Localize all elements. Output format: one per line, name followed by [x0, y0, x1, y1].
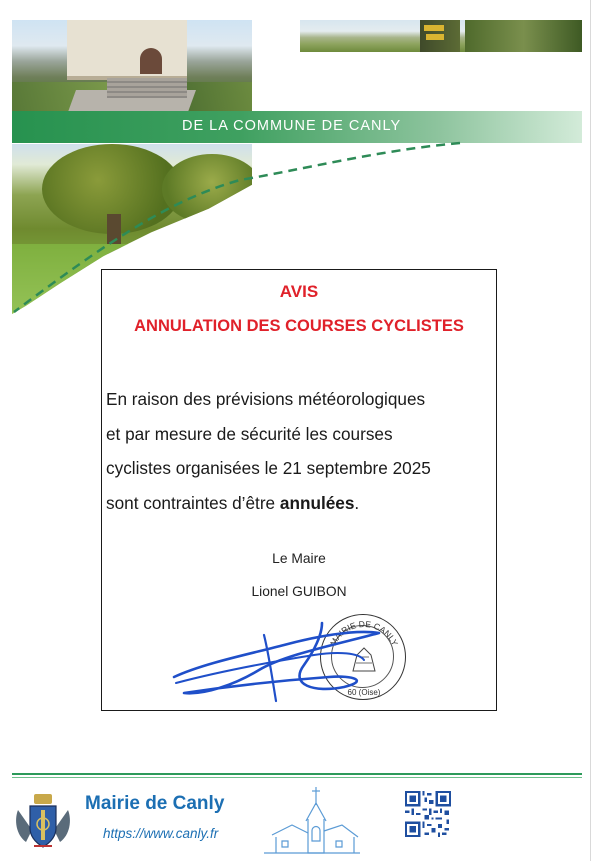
- body-line: et par mesure de sécurité les courses: [106, 423, 393, 444]
- banner-title: DE LA COMMUNE DE CANLY: [182, 118, 402, 134]
- village-photo: [12, 20, 252, 112]
- qr-code-icon[interactable]: [405, 791, 451, 837]
- page-edge: [590, 0, 591, 861]
- notice-box: [101, 269, 497, 711]
- church-sketch-icon: [262, 785, 362, 855]
- footer-url-link[interactable]: https://www.canly.fr: [103, 826, 219, 841]
- stamp-text-top: MAIRIE DE CANLY: [327, 618, 401, 648]
- coat-of-arms-icon: [12, 790, 74, 852]
- body-line: cyclistes organisées le 21 septembre 2025: [106, 458, 431, 478]
- body-line: En raison des prévisions météorologiques: [106, 389, 426, 409]
- handwritten-signature: [164, 615, 424, 707]
- body-last-suffix: .: [354, 492, 360, 513]
- landscape-photo: [300, 20, 582, 52]
- body-line-last: [106, 486, 494, 521]
- footer-title: Mairie de Canly: [85, 793, 225, 814]
- body-last-bold: annulées: [279, 492, 355, 513]
- signatory-name: Lionel GUIBON: [251, 584, 347, 599]
- notice-title: AVIS: [279, 282, 319, 301]
- footer-divider: [12, 773, 582, 775]
- body-last-prefix: sont contraintes d’être: [106, 492, 280, 513]
- signatory-role: Le Maire: [272, 551, 326, 566]
- commune-banner: [12, 111, 582, 143]
- stamp-text-bottom: 60 (Oise): [347, 688, 381, 697]
- footer-divider-thin: [12, 777, 582, 778]
- notice-subtitle: ANNULATION DES COURSES CYCLISTES: [134, 317, 464, 335]
- notice-body: [106, 382, 494, 520]
